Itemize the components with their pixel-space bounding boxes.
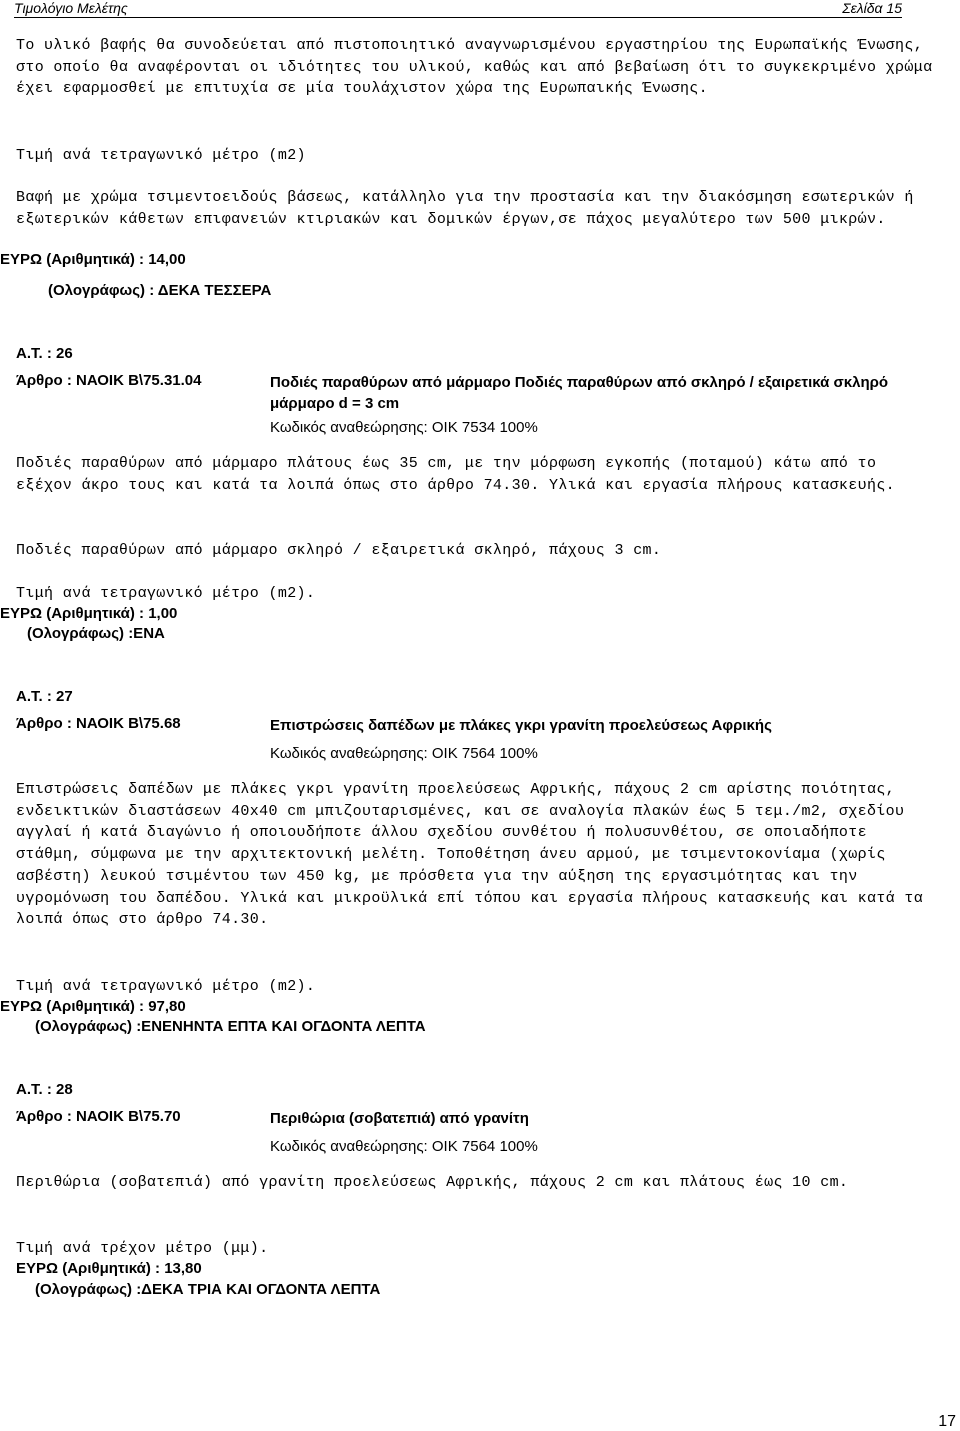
header-title: Τιμολόγιο Μελέτης [14,0,128,16]
item27-title: Επιστρώσεις δαπέδων με πλάκες γκρι γρανίτη προελεύσεως Αφρικής [270,717,772,734]
intro-paragraph: Το υλικό βαφής θα συνοδεύεται από πιστοποιητικό αναγνωρισμένου εργαστηρίου της Ευρωπαϊκής Ένωσης, στο οποίο θα αναφέρονται οι ιδιότητες του υλικού, καθώς και από βεβαίωση ότι το συγκεκριμένο χρώμα έχει εφαρμοσθεί με επιτυχία σε μία τουλάχιστον χώρα της Ευρωπαικής Ένωσης. [16,37,933,98]
item27-unit: Τιμή ανά τετραγωνικό μέτρο (m2). [16,978,316,995]
item28-title: Περιθώρια (σοβατεπιά) από γρανίτη [270,1110,529,1127]
item27-description: Επιστρώσεις δαπέδων με πλάκες γκρι γρανίτη προελεύσεως Αφρικής, πάχους 2 cm αρίστης ποιότητας, ενδεικτικών διαστάσεων 40x40 cm μπιζουταρισμένες, και σε αναλογία πλακών έως 5 τεμ./m2, σχεδίου αγγλαί ή κατά διαγώνιο ή οποιουδήποτε άλλου σχεδίου συνθέτου ή πολυσυνθέτου, σε οποιαδήποτε στάθμη, σύμφωνα με την αρχιτεκτονική μελέτη. Τοποθέτηση άνευ αρμού, με τσιμεντοκονίαμα (χωρίς ασβέστη) λευκού τσιμέντου των 450 kg, με πρόσθετα για την αύξηση της εργασιμότητας και την υγρομόνωση του δαπέδου. Υλικά και μικροϋλικά επί τόπου και εργασία πλήρους κατασκευής και κατά τα λοιπά όπως στο άρθρο 74.30. [16,781,924,929]
item27-price-words: (Ολογράφως) :ΕΝΕΝΗΝΤΑ ΕΠΤΑ ΚΑΙ ΟΓΔΟΝΤΑ ΛΕΠΤΑ [35,1018,426,1035]
item26-price-numeric: ΕΥΡΩ (Αριθμητικά) : 1,00 [0,605,178,622]
item28-code: Άρθρο : ΝΑΟΙΚ Β\75.70 [16,1108,181,1125]
item26-revision: Κωδικός αναθεώρησης: ΟΙΚ 7534 100% [270,419,538,436]
intro-unit: Τιμή ανά τετραγωνικό μέτρο (m2) [16,147,306,164]
item26-description: Ποδιές παραθύρων από μάρμαρο πλάτους έως 35 cm, με την μόρφωση εγκοπής (ποταμού) κάτω από το εξέχον άκρο τους και κατά τα λοιπά όπως στο άρθρο 74.30. Υλικά και εργασία πλήρους κατασκευής. [16,455,896,494]
page-number: 17 [938,1413,956,1430]
item26-at: Α.Τ. : 26 [16,345,73,362]
item26-price-words: (Ολογράφως) :ΕΝΑ [27,625,165,642]
item27-code: Άρθρο : ΝΑΟΙΚ Β\75.68 [16,715,181,732]
intro-price-words: (Ολογράφως) : ΔΕΚΑ ΤΕΣΣΕΡΑ [48,282,272,299]
item28-at: Α.Τ. : 28 [16,1081,73,1098]
item28-revision: Κωδικός αναθεώρησης: ΟΙΚ 7564 100% [270,1138,538,1155]
header-page: Σελίδα 15 [842,0,902,16]
item28-description: Περιθώρια (σοβατεπιά) από γρανίτη προελεύσεως Αφρικής, πάχους 2 cm και πλάτους έως 10 cm. [16,1174,849,1191]
page-header [14,0,902,18]
intro-price-numeric: ΕΥΡΩ (Αριθμητικά) : 14,00 [0,251,186,268]
intro-description: Βαφή με χρώμα τσιμεντοειδούς βάσεως, κατάλληλο για την προστασία και την διακόσμηση εσωτερικών ή εξωτερικών κάθετων επιφανειών κτιριακών και δομικών έργων,σε πάχος μεγαλύτερο των 500 μικρών. [16,189,914,228]
item27-at: Α.Τ. : 27 [16,688,73,705]
item27-price-numeric: ΕΥΡΩ (Αριθμητικά) : 97,80 [0,998,186,1015]
item28-unit: Τιμή ανά τρέχον μέτρο (μμ). [16,1240,269,1257]
item26-code: Άρθρο : ΝΑΟΙΚ Β\75.31.04 [16,372,202,389]
item27-revision: Κωδικός αναθεώρησης: ΟΙΚ 7564 100% [270,745,538,762]
item26-unit: Τιμή ανά τετραγωνικό μέτρο (m2). [16,585,316,602]
item28-price-numeric: ΕΥΡΩ (Αριθμητικά) : 13,80 [16,1260,202,1277]
item28-price-words: (Ολογράφως) :ΔΕΚΑ ΤΡΙΑ ΚΑΙ ΟΓΔΟΝΤΑ ΛΕΠΤΑ [35,1281,381,1298]
item26-spec: Ποδιές παραθύρων από μάρμαρο σκληρό / εξαιρετικά σκληρό, πάχους 3 cm. [16,542,662,559]
item26-title: Ποδιές παραθύρων από μάρμαρο Ποδιές παραθύρων από σκληρό / εξαιρετικά σκληρό μάρμαρο d = 3 cm [270,374,889,412]
